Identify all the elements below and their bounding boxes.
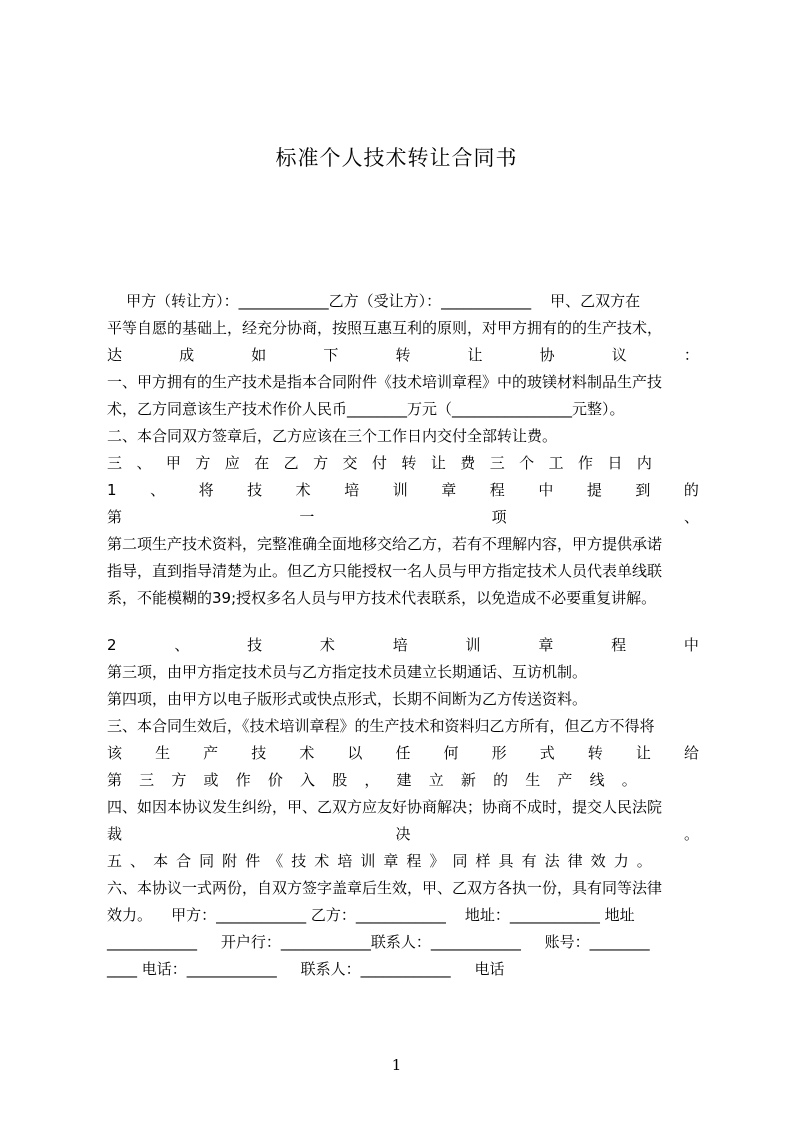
- spread-char: 附: [222, 852, 238, 870]
- spread-char: 付: [371, 454, 387, 472]
- spread-char: 应: [224, 454, 240, 472]
- spread-char: 转: [395, 346, 411, 364]
- spread-char: 同: [199, 852, 215, 870]
- spread-char: 成: [179, 346, 195, 364]
- spread-char: 费: [460, 454, 476, 472]
- spread-line: [107, 480, 699, 500]
- text-line: ____ 电话：____________ 联系人：____________ 电话: [107, 960, 505, 978]
- spread-char: 术: [295, 481, 311, 499]
- spread-char: 任: [395, 744, 411, 762]
- spread-char: 章: [538, 636, 554, 654]
- spread-char: 何: [443, 744, 459, 762]
- spread-char: 的: [683, 481, 699, 499]
- text-line: 第三项，由甲方指定技术员与乙方指定技术员建立长期通话、互访机制。: [107, 663, 588, 681]
- spread-char: 生: [155, 744, 171, 762]
- spread-char: 效: [590, 852, 606, 870]
- spread-char: 技: [291, 852, 307, 870]
- spread-line: [107, 345, 699, 365]
- spread-char: 生: [525, 771, 541, 789]
- text-line: 二、本合同双方签章后，乙方应该在三个工作日内交付全部转让费。: [107, 427, 558, 445]
- spread-char: 给: [683, 744, 699, 762]
- text-line: 四、如因本协议发生纠纷，甲、乙双方应友好协商解决；协商不成时，提交人民法院: [107, 798, 663, 816]
- spread-char: 内: [636, 454, 652, 472]
- spread-line: [107, 851, 652, 871]
- spread-char: 线: [589, 771, 605, 789]
- text-line: 甲方（转让方）：____________乙方（受让方）：____________ 甲、乙双方在: [107, 292, 641, 310]
- spread-char: 的: [493, 771, 509, 789]
- spread-char: 股: [332, 771, 348, 789]
- spread-char: 训: [360, 852, 376, 870]
- spread-char: 术: [299, 744, 315, 762]
- spread-char: 。: [683, 825, 699, 843]
- spread-line: [107, 635, 699, 655]
- spread-char: 同: [452, 852, 468, 870]
- spread-char: 有: [521, 852, 537, 870]
- spread-char: 2: [107, 636, 117, 654]
- spread-char: 。: [636, 852, 652, 870]
- spread-char: 中: [683, 636, 699, 654]
- spread-line: [107, 824, 699, 844]
- spread-char: 程: [406, 852, 422, 870]
- spread-char: 、: [150, 481, 166, 499]
- document-title: 标准个人技术转让合同书: [275, 146, 518, 170]
- spread-char: 术: [319, 636, 335, 654]
- spread-line: [107, 743, 699, 763]
- spread-char: 方: [313, 454, 329, 472]
- spread-char: 工: [548, 454, 564, 472]
- spread-char: 让: [430, 454, 446, 472]
- spread-line: [107, 507, 699, 527]
- spread-char: 提: [586, 481, 602, 499]
- spread-char: 如: [251, 346, 267, 364]
- spread-char: 程: [611, 636, 627, 654]
- spread-char: 入: [300, 771, 316, 789]
- spread-char: 让: [635, 744, 651, 762]
- spread-char: 个: [519, 454, 535, 472]
- spread-char: 形: [491, 744, 507, 762]
- text-line: ____________ 开户行：____________联系人：____________ 账号：________: [107, 933, 650, 951]
- spread-char: 五: [107, 852, 123, 870]
- spread-line: [107, 453, 652, 473]
- spread-char: 作: [235, 771, 251, 789]
- spread-char: 》: [429, 852, 445, 870]
- spread-char: 或: [203, 771, 219, 789]
- spread-char: 到: [635, 481, 651, 499]
- spread-char: 律: [567, 852, 583, 870]
- spread-char: 决: [395, 825, 411, 843]
- text-line: 系，不能模糊的39;授权多名人员与甲方技术代表联系，以免造成不必要重复讲解。: [107, 589, 657, 607]
- spread-char: 式: [539, 744, 555, 762]
- spread-char: 下: [323, 346, 339, 364]
- spread-char: 章: [441, 481, 457, 499]
- spread-char: 技: [247, 636, 263, 654]
- spread-char: 本: [153, 852, 169, 870]
- spread-char: 术: [314, 852, 330, 870]
- spread-char: 方: [171, 771, 187, 789]
- spread-char: 《: [268, 852, 284, 870]
- spread-char: 裁: [107, 825, 123, 843]
- spread-char: 培: [392, 636, 408, 654]
- spread-char: 、: [136, 454, 152, 472]
- text-line: 一、甲方拥有的生产技术是指本合同附件《技术培训章程》中的玻镁材料制品生产技: [107, 373, 663, 391]
- text-line: 第四项，由甲方以电子版形式或快点形式，长期不间断为乙方传送资料。: [107, 690, 588, 708]
- spread-char: 训: [465, 636, 481, 654]
- spread-char: 一: [299, 508, 315, 526]
- spread-char: 协: [539, 346, 555, 364]
- text-line: 六、本协议一式两份，自双方签字盖章后生效，甲、乙双方各执一份，具有同等法律: [107, 879, 663, 897]
- spread-char: 转: [401, 454, 417, 472]
- spread-char: 方: [195, 454, 211, 472]
- spread-char: 以: [347, 744, 363, 762]
- spread-char: ：: [683, 346, 699, 364]
- spread-char: 培: [337, 852, 353, 870]
- page-number: 1: [391, 1056, 402, 1074]
- spread-char: 达: [107, 346, 123, 364]
- spread-char: 章: [383, 852, 399, 870]
- spread-char: 三: [139, 771, 155, 789]
- spread-char: 该: [107, 744, 123, 762]
- text-line: 术，乙方同意该生产技术作价人民币________万元（________________元整）。: [107, 400, 625, 418]
- spread-char: 件: [245, 852, 261, 870]
- spread-char: 价: [267, 771, 283, 789]
- spread-char: 让: [467, 346, 483, 364]
- spread-char: 技: [251, 744, 267, 762]
- spread-char: 议: [611, 346, 627, 364]
- text-line: 三、本合同生效后，《技术培训章程》的生产技术和资料归乙方所有，但乙方不得将: [107, 717, 655, 735]
- spread-char: 技: [247, 481, 263, 499]
- spread-char: 、: [130, 852, 146, 870]
- text-line: 第二项生产技术资料，完整准确全面地移交给乙方，若有不理解内容，甲方提供承诺: [107, 535, 663, 553]
- spread-char: 具: [498, 852, 514, 870]
- spread-char: 产: [203, 744, 219, 762]
- spread-char: 产: [557, 771, 573, 789]
- spread-char: 程: [489, 481, 505, 499]
- spread-char: 交: [342, 454, 358, 472]
- spread-char: 合: [176, 852, 192, 870]
- spread-char: 项: [491, 508, 507, 526]
- spread-char: 第: [107, 771, 123, 789]
- text-line: 效力。 甲方：____________ 乙方：____________ 地址：____________ 地址: [107, 906, 635, 924]
- spread-char: 1: [107, 481, 117, 499]
- spread-char: 三: [489, 454, 505, 472]
- spread-char: 。: [621, 771, 637, 789]
- spread-line: [107, 770, 637, 790]
- spread-char: 作: [578, 454, 594, 472]
- spread-char: 法: [544, 852, 560, 870]
- spread-char: ，: [364, 771, 380, 789]
- spread-char: 样: [475, 852, 491, 870]
- spread-char: 力: [613, 852, 629, 870]
- spread-char: 三: [107, 454, 123, 472]
- text-line: 平等自愿的基础上，经充分协商，按照互惠互利的原则，对甲方拥有的的生产技术，: [107, 319, 663, 337]
- spread-char: 日: [607, 454, 623, 472]
- text-line: 指导，直到指导清楚为止。但乙方只能授权一名人员与甲方指定技术人员代表单线联: [107, 562, 663, 580]
- spread-char: 立: [428, 771, 444, 789]
- spread-char: 转: [587, 744, 603, 762]
- spread-char: 中: [538, 481, 554, 499]
- spread-char: 培: [344, 481, 360, 499]
- spread-char: 甲: [165, 454, 181, 472]
- spread-char: 在: [254, 454, 270, 472]
- spread-char: 、: [683, 508, 699, 526]
- spread-char: 新: [460, 771, 476, 789]
- spread-char: 将: [198, 481, 214, 499]
- spread-char: 、: [174, 636, 190, 654]
- spread-char: 建: [396, 771, 412, 789]
- spread-char: 第: [107, 508, 123, 526]
- spread-char: 训: [392, 481, 408, 499]
- spread-char: 乙: [283, 454, 299, 472]
